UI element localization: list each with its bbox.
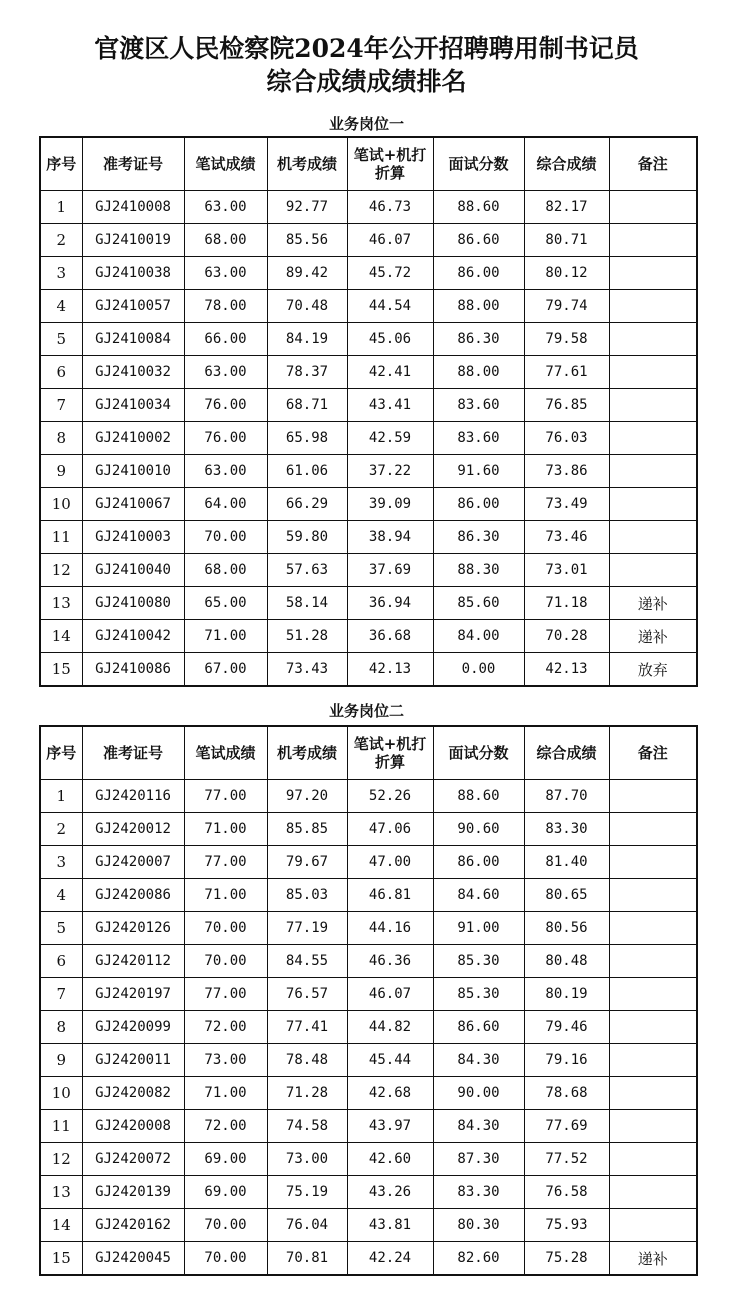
table-row	[40, 290, 697, 323]
computer-score-cell: 57.63	[267, 554, 347, 587]
ticket-number-cell: GJ2420012	[82, 813, 184, 846]
table-row	[40, 1176, 697, 1209]
written-score-cell: 66.00	[184, 323, 267, 356]
score-table	[39, 136, 698, 687]
table-row	[40, 620, 697, 653]
interview-score-cell: 83.60	[433, 389, 524, 422]
written-score-cell: 63.00	[184, 191, 267, 224]
total-score-cell: 75.93	[524, 1209, 609, 1242]
written-score-cell: 70.00	[184, 912, 267, 945]
written-score-cell: 70.00	[184, 1209, 267, 1242]
remark-cell	[609, 1143, 697, 1176]
remark-cell	[609, 780, 697, 813]
written-score-cell: 76.00	[184, 389, 267, 422]
computer-score-cell: 85.03	[267, 879, 347, 912]
combined-converted-cell: 39.09	[347, 488, 433, 521]
document-subtitle: 综合成绩成绩排名	[266, 67, 467, 96]
seq-cell: 6	[40, 945, 82, 978]
total-score-cell: 80.19	[524, 978, 609, 1011]
computer-score-cell: 59.80	[267, 521, 347, 554]
total-score-cell: 73.46	[524, 521, 609, 554]
interview-score-cell: 0.00	[433, 653, 524, 687]
total-score-cell: 82.17	[524, 191, 609, 224]
written-score-cell: 77.00	[184, 780, 267, 813]
interview-score-cell: 87.30	[433, 1143, 524, 1176]
total-score-cell: 87.70	[524, 780, 609, 813]
seq-cell: 7	[40, 389, 82, 422]
written-score-cell: 77.00	[184, 978, 267, 1011]
remark-cell	[609, 1077, 697, 1110]
interview-score-cell: 83.60	[433, 422, 524, 455]
combined-converted-cell: 46.07	[347, 978, 433, 1011]
table-row	[40, 257, 697, 290]
table-row	[40, 587, 697, 620]
combined-converted-cell: 36.68	[347, 620, 433, 653]
ticket-number-cell: GJ2420007	[82, 846, 184, 879]
table-row	[40, 1077, 697, 1110]
computer-score-cell: 73.00	[267, 1143, 347, 1176]
table-row	[40, 455, 697, 488]
total-score-cell: 70.28	[524, 620, 609, 653]
total-score-cell: 81.40	[524, 846, 609, 879]
total-score-cell: 79.16	[524, 1044, 609, 1077]
total-score-cell: 77.69	[524, 1110, 609, 1143]
table-row	[40, 780, 697, 813]
remark-cell: 递补	[609, 1242, 697, 1276]
seq-cell: 14	[40, 620, 82, 653]
ticket-number-cell: GJ2410067	[82, 488, 184, 521]
remark-cell	[609, 389, 697, 422]
ticket-number-cell: GJ2410034	[82, 389, 184, 422]
column-header: 综合成绩	[524, 137, 609, 191]
combined-converted-cell: 42.41	[347, 356, 433, 389]
computer-score-cell: 77.19	[267, 912, 347, 945]
table-row	[40, 488, 697, 521]
total-score-cell: 42.13	[524, 653, 609, 687]
interview-score-cell: 80.30	[433, 1209, 524, 1242]
table-row	[40, 653, 697, 687]
computer-score-cell: 76.04	[267, 1209, 347, 1242]
combined-converted-cell: 47.00	[347, 846, 433, 879]
remark-cell	[609, 257, 697, 290]
combined-converted-cell: 42.59	[347, 422, 433, 455]
total-score-cell: 79.46	[524, 1011, 609, 1044]
written-score-cell: 71.00	[184, 879, 267, 912]
combined-converted-cell: 42.13	[347, 653, 433, 687]
written-score-cell: 71.00	[184, 1077, 267, 1110]
written-score-cell: 77.00	[184, 846, 267, 879]
total-score-cell: 80.56	[524, 912, 609, 945]
written-score-cell: 69.00	[184, 1143, 267, 1176]
combined-converted-cell: 46.07	[347, 224, 433, 257]
seq-cell: 4	[40, 290, 82, 323]
computer-score-cell: 85.85	[267, 813, 347, 846]
remark-cell	[609, 945, 697, 978]
ticket-number-cell: GJ2420082	[82, 1077, 184, 1110]
written-score-cell: 70.00	[184, 945, 267, 978]
seq-cell: 1	[40, 780, 82, 813]
computer-score-cell: 85.56	[267, 224, 347, 257]
interview-score-cell: 86.30	[433, 323, 524, 356]
interview-score-cell: 85.30	[433, 945, 524, 978]
seq-cell: 9	[40, 455, 82, 488]
total-score-cell: 78.68	[524, 1077, 609, 1110]
seq-cell: 15	[40, 1242, 82, 1276]
table-row	[40, 846, 697, 879]
ticket-number-cell: GJ2420086	[82, 879, 184, 912]
computer-score-cell: 76.57	[267, 978, 347, 1011]
combined-converted-cell: 36.94	[347, 587, 433, 620]
ticket-number-cell: GJ2420072	[82, 1143, 184, 1176]
table-row	[40, 1011, 697, 1044]
total-score-cell: 79.58	[524, 323, 609, 356]
table-row	[40, 945, 697, 978]
combined-converted-cell: 46.36	[347, 945, 433, 978]
interview-score-cell: 84.00	[433, 620, 524, 653]
written-score-cell: 63.00	[184, 356, 267, 389]
written-score-cell: 63.00	[184, 257, 267, 290]
ticket-number-cell: GJ2420116	[82, 780, 184, 813]
column-header: 备注	[609, 726, 697, 780]
table-row	[40, 1110, 697, 1143]
seq-cell: 6	[40, 356, 82, 389]
seq-cell: 1	[40, 191, 82, 224]
remark-cell	[609, 554, 697, 587]
interview-score-cell: 88.00	[433, 356, 524, 389]
table-header-row	[40, 726, 697, 780]
column-header: 笔试+机打折算	[347, 726, 433, 780]
ticket-number-cell: GJ2420197	[82, 978, 184, 1011]
remark-cell	[609, 1011, 697, 1044]
computer-score-cell: 61.06	[267, 455, 347, 488]
ticket-number-cell: GJ2410038	[82, 257, 184, 290]
total-score-cell: 73.86	[524, 455, 609, 488]
computer-score-cell: 73.43	[267, 653, 347, 687]
total-score-cell: 76.85	[524, 389, 609, 422]
column-header: 机考成绩	[267, 726, 347, 780]
computer-score-cell: 68.71	[267, 389, 347, 422]
combined-converted-cell: 52.26	[347, 780, 433, 813]
ticket-number-cell: GJ2420112	[82, 945, 184, 978]
written-score-cell: 71.00	[184, 620, 267, 653]
remark-cell	[609, 879, 697, 912]
interview-score-cell: 88.30	[433, 554, 524, 587]
ticket-number-cell: GJ2420008	[82, 1110, 184, 1143]
ticket-number-cell: GJ2410057	[82, 290, 184, 323]
combined-converted-cell: 46.73	[347, 191, 433, 224]
remark-cell	[609, 813, 697, 846]
remark-cell	[609, 290, 697, 323]
written-score-cell: 68.00	[184, 224, 267, 257]
section-heading: 业务岗位一	[328, 115, 404, 133]
combined-converted-cell: 37.22	[347, 455, 433, 488]
ticket-number-cell: GJ2410019	[82, 224, 184, 257]
seq-cell: 2	[40, 813, 82, 846]
written-score-cell: 70.00	[184, 521, 267, 554]
written-score-cell: 68.00	[184, 554, 267, 587]
remark-cell	[609, 978, 697, 1011]
written-score-cell: 72.00	[184, 1110, 267, 1143]
computer-score-cell: 65.98	[267, 422, 347, 455]
interview-score-cell: 82.60	[433, 1242, 524, 1276]
document-title: 官渡区人民检察院2024年公开招聘聘用制书记员	[94, 34, 639, 63]
total-score-cell: 83.30	[524, 813, 609, 846]
interview-score-cell: 86.30	[433, 521, 524, 554]
remark-cell	[609, 1176, 697, 1209]
column-header: 序号	[40, 726, 82, 780]
combined-converted-cell: 44.16	[347, 912, 433, 945]
interview-score-cell: 86.60	[433, 224, 524, 257]
written-score-cell: 78.00	[184, 290, 267, 323]
remark-cell: 递补	[609, 620, 697, 653]
column-header: 机考成绩	[267, 137, 347, 191]
computer-score-cell: 70.48	[267, 290, 347, 323]
remark-cell	[609, 1209, 697, 1242]
combined-converted-cell: 42.60	[347, 1143, 433, 1176]
interview-score-cell: 84.60	[433, 879, 524, 912]
total-score-cell: 80.71	[524, 224, 609, 257]
interview-score-cell: 88.60	[433, 780, 524, 813]
remark-cell	[609, 356, 697, 389]
combined-converted-cell: 43.26	[347, 1176, 433, 1209]
remark-cell	[609, 488, 697, 521]
table-row	[40, 422, 697, 455]
total-score-cell: 80.48	[524, 945, 609, 978]
interview-score-cell: 90.60	[433, 813, 524, 846]
interview-score-cell: 83.30	[433, 1176, 524, 1209]
ticket-number-cell: GJ2420045	[82, 1242, 184, 1276]
written-score-cell: 67.00	[184, 653, 267, 687]
ticket-number-cell: GJ2420099	[82, 1011, 184, 1044]
seq-cell: 10	[40, 1077, 82, 1110]
computer-score-cell: 66.29	[267, 488, 347, 521]
total-score-cell: 79.74	[524, 290, 609, 323]
computer-score-cell: 92.77	[267, 191, 347, 224]
remark-cell	[609, 224, 697, 257]
seq-cell: 11	[40, 521, 82, 554]
combined-converted-cell: 37.69	[347, 554, 433, 587]
written-score-cell: 65.00	[184, 587, 267, 620]
column-header: 序号	[40, 137, 82, 191]
table-row	[40, 813, 697, 846]
ticket-number-cell: GJ2410003	[82, 521, 184, 554]
total-score-cell: 71.18	[524, 587, 609, 620]
combined-converted-cell: 46.81	[347, 879, 433, 912]
seq-cell: 11	[40, 1110, 82, 1143]
interview-score-cell: 88.60	[433, 191, 524, 224]
table-row	[40, 554, 697, 587]
seq-cell: 12	[40, 1143, 82, 1176]
computer-score-cell: 97.20	[267, 780, 347, 813]
ticket-number-cell: GJ2410032	[82, 356, 184, 389]
computer-score-cell: 79.67	[267, 846, 347, 879]
seq-cell: 8	[40, 422, 82, 455]
combined-converted-cell: 44.54	[347, 290, 433, 323]
column-header: 备注	[609, 137, 697, 191]
combined-converted-cell: 38.94	[347, 521, 433, 554]
ticket-number-cell: GJ2410086	[82, 653, 184, 687]
ticket-number-cell: GJ2410042	[82, 620, 184, 653]
column-header: 面试分数	[433, 137, 524, 191]
seq-cell: 9	[40, 1044, 82, 1077]
interview-score-cell: 90.00	[433, 1077, 524, 1110]
seq-cell: 5	[40, 912, 82, 945]
table-row	[40, 879, 697, 912]
ticket-number-cell: GJ2410008	[82, 191, 184, 224]
seq-cell: 7	[40, 978, 82, 1011]
combined-converted-cell: 47.06	[347, 813, 433, 846]
remark-cell	[609, 323, 697, 356]
seq-cell: 10	[40, 488, 82, 521]
interview-score-cell: 91.00	[433, 912, 524, 945]
combined-converted-cell: 44.82	[347, 1011, 433, 1044]
seq-cell: 4	[40, 879, 82, 912]
remark-cell	[609, 422, 697, 455]
written-score-cell: 76.00	[184, 422, 267, 455]
table-row	[40, 1209, 697, 1242]
interview-score-cell: 86.00	[433, 257, 524, 290]
total-score-cell: 76.03	[524, 422, 609, 455]
score-table	[39, 725, 698, 1276]
column-header: 笔试成绩	[184, 137, 267, 191]
computer-score-cell: 71.28	[267, 1077, 347, 1110]
interview-score-cell: 85.30	[433, 978, 524, 1011]
table-row	[40, 1044, 697, 1077]
interview-score-cell: 91.60	[433, 455, 524, 488]
written-score-cell: 72.00	[184, 1011, 267, 1044]
seq-cell: 13	[40, 587, 82, 620]
ticket-number-cell: GJ2420139	[82, 1176, 184, 1209]
column-header: 综合成绩	[524, 726, 609, 780]
total-score-cell: 73.01	[524, 554, 609, 587]
computer-score-cell: 78.48	[267, 1044, 347, 1077]
written-score-cell: 63.00	[184, 455, 267, 488]
seq-cell: 12	[40, 554, 82, 587]
table-row	[40, 912, 697, 945]
written-score-cell: 70.00	[184, 1242, 267, 1276]
table-row	[40, 356, 697, 389]
seq-cell: 3	[40, 846, 82, 879]
remark-cell	[609, 912, 697, 945]
column-header: 准考证号	[82, 726, 184, 780]
ticket-number-cell: GJ2410010	[82, 455, 184, 488]
computer-score-cell: 74.58	[267, 1110, 347, 1143]
written-score-cell: 73.00	[184, 1044, 267, 1077]
section-heading: 业务岗位二	[328, 702, 404, 720]
ticket-number-cell: GJ2420162	[82, 1209, 184, 1242]
computer-score-cell: 75.19	[267, 1176, 347, 1209]
seq-cell: 13	[40, 1176, 82, 1209]
column-header: 准考证号	[82, 137, 184, 191]
remark-cell	[609, 521, 697, 554]
written-score-cell: 71.00	[184, 813, 267, 846]
written-score-cell: 64.00	[184, 488, 267, 521]
remark-cell	[609, 1044, 697, 1077]
remark-cell	[609, 191, 697, 224]
computer-score-cell: 84.19	[267, 323, 347, 356]
remark-cell	[609, 1110, 697, 1143]
interview-score-cell: 88.00	[433, 290, 524, 323]
table-row	[40, 323, 697, 356]
computer-score-cell: 89.42	[267, 257, 347, 290]
seq-cell: 15	[40, 653, 82, 687]
combined-converted-cell: 45.72	[347, 257, 433, 290]
combined-converted-cell: 42.24	[347, 1242, 433, 1276]
written-score-cell: 69.00	[184, 1176, 267, 1209]
total-score-cell: 73.49	[524, 488, 609, 521]
interview-score-cell: 85.60	[433, 587, 524, 620]
total-score-cell: 77.61	[524, 356, 609, 389]
computer-score-cell: 70.81	[267, 1242, 347, 1276]
interview-score-cell: 86.60	[433, 1011, 524, 1044]
total-score-cell: 76.58	[524, 1176, 609, 1209]
table-header-row	[40, 137, 697, 191]
interview-score-cell: 86.00	[433, 846, 524, 879]
total-score-cell: 80.12	[524, 257, 609, 290]
combined-converted-cell: 45.06	[347, 323, 433, 356]
computer-score-cell: 78.37	[267, 356, 347, 389]
combined-converted-cell: 45.44	[347, 1044, 433, 1077]
seq-cell: 3	[40, 257, 82, 290]
ticket-number-cell: GJ2410084	[82, 323, 184, 356]
ticket-number-cell: GJ2420011	[82, 1044, 184, 1077]
table-row	[40, 521, 697, 554]
total-score-cell: 75.28	[524, 1242, 609, 1276]
table-row	[40, 191, 697, 224]
table-row	[40, 1242, 697, 1276]
computer-score-cell: 84.55	[267, 945, 347, 978]
combined-converted-cell: 43.81	[347, 1209, 433, 1242]
combined-converted-cell: 43.41	[347, 389, 433, 422]
remark-cell: 放弃	[609, 653, 697, 687]
computer-score-cell: 77.41	[267, 1011, 347, 1044]
interview-score-cell: 84.30	[433, 1044, 524, 1077]
interview-score-cell: 84.30	[433, 1110, 524, 1143]
table-row	[40, 978, 697, 1011]
combined-converted-cell: 42.68	[347, 1077, 433, 1110]
remark-cell	[609, 455, 697, 488]
total-score-cell: 80.65	[524, 879, 609, 912]
total-score-cell: 77.52	[524, 1143, 609, 1176]
computer-score-cell: 51.28	[267, 620, 347, 653]
computer-score-cell: 58.14	[267, 587, 347, 620]
table-row	[40, 224, 697, 257]
table-row	[40, 389, 697, 422]
ticket-number-cell: GJ2410040	[82, 554, 184, 587]
column-header: 面试分数	[433, 726, 524, 780]
interview-score-cell: 86.00	[433, 488, 524, 521]
remark-cell: 递补	[609, 587, 697, 620]
remark-cell	[609, 846, 697, 879]
column-header: 笔试成绩	[184, 726, 267, 780]
combined-converted-cell: 43.97	[347, 1110, 433, 1143]
ticket-number-cell: GJ2410002	[82, 422, 184, 455]
ticket-number-cell: GJ2420126	[82, 912, 184, 945]
seq-cell: 5	[40, 323, 82, 356]
seq-cell: 8	[40, 1011, 82, 1044]
table-row	[40, 1143, 697, 1176]
seq-cell: 14	[40, 1209, 82, 1242]
column-header: 笔试+机打折算	[347, 137, 433, 191]
ticket-number-cell: GJ2410080	[82, 587, 184, 620]
seq-cell: 2	[40, 224, 82, 257]
